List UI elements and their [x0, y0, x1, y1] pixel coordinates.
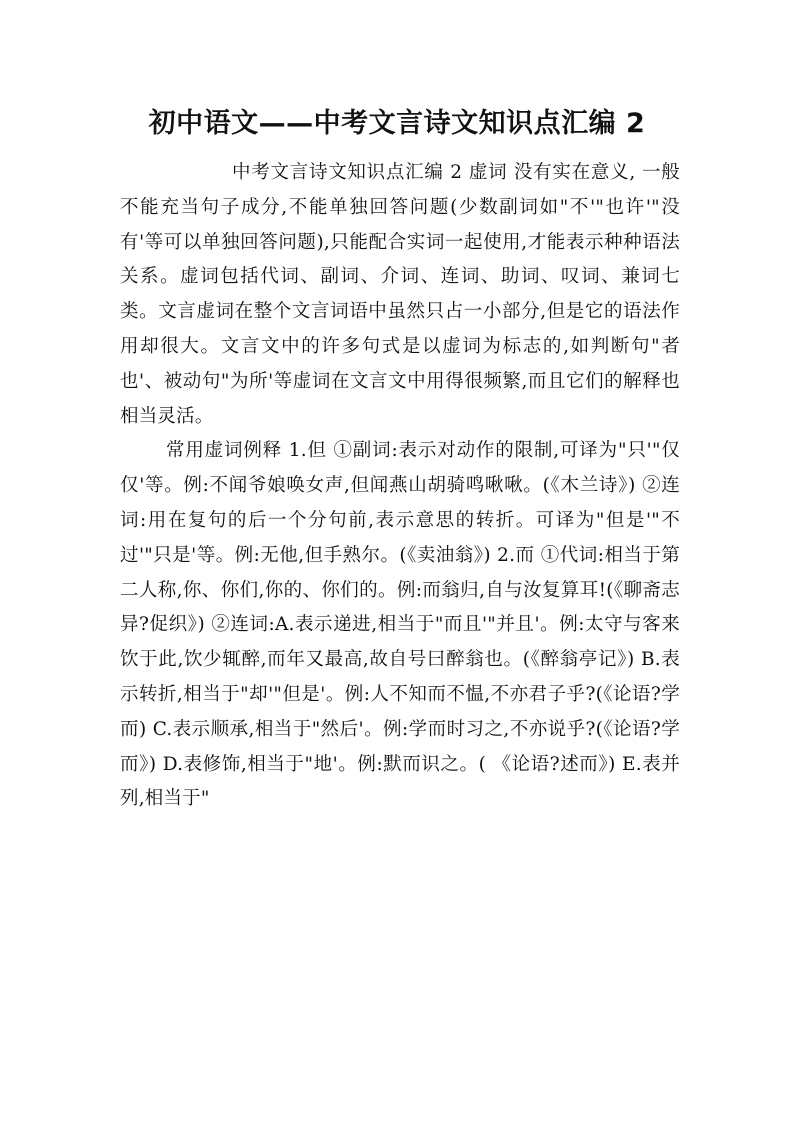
document-title: 初中语文——中考文言诗文知识点汇编 2: [148, 108, 646, 139]
document-body: [120, 156, 680, 817]
paragraph-intro: 中考文言诗文知识点汇编 2 虚词 没有实在意义, 一般不能充当句子成分,不能单独回答问题(少数副词如"不'"也许'"没有'等可以单独回答问题),只能配合实词一起使用,才能表示种种语法关系。虚词包括代词、副词、介词、连词、助词、叹词、兼词七类。文言虚词在整个文言词语中虽然只占一小部分,但是它的语法作用却很大。文言文中的许多句式是以虚词为标志的,如判断句"者也'、被动句"为所'等虚词在文言文中用得很频繁,而且它们的解释也相当灵活。: [120, 162, 680, 427]
paragraph-examples: 常用虚词例释 1.但 ①副词:表示对动作的限制,可译为"只'"仅仅'等。例:不闻爷娘唤女声,但闻燕山胡骑鸣啾啾。(《木兰诗》) ②连词:用在复句的后一个分句前,表示意思的转折。可译为"但是'"不过'"只是'等。例:无他,但手熟尔。(《卖油翁》) 2.而 ①代词:相当于第二人称,你、你们,你的、你们的。例:而翁归,自与汝复算耳!(《聊斋志异?促织》) ②连词:A.表示递进,相当于"而且'"并且'。例:太守与客来饮于此,饮少辄醉,而年又最高,故自号曰醉翁也。(《醉翁亭记》) B.表示转折,相当于"却'"但是'。例:人不知而不愠,不亦君子乎?(《论语?学而) C.表示顺承,相当于"然后'。例:学而时习之,不亦说乎?(《论语?学而》) D.表修饰,相当于"地'。例:默而识之。( 《论语?述而》) E.表并列,相当于": [120, 440, 680, 810]
